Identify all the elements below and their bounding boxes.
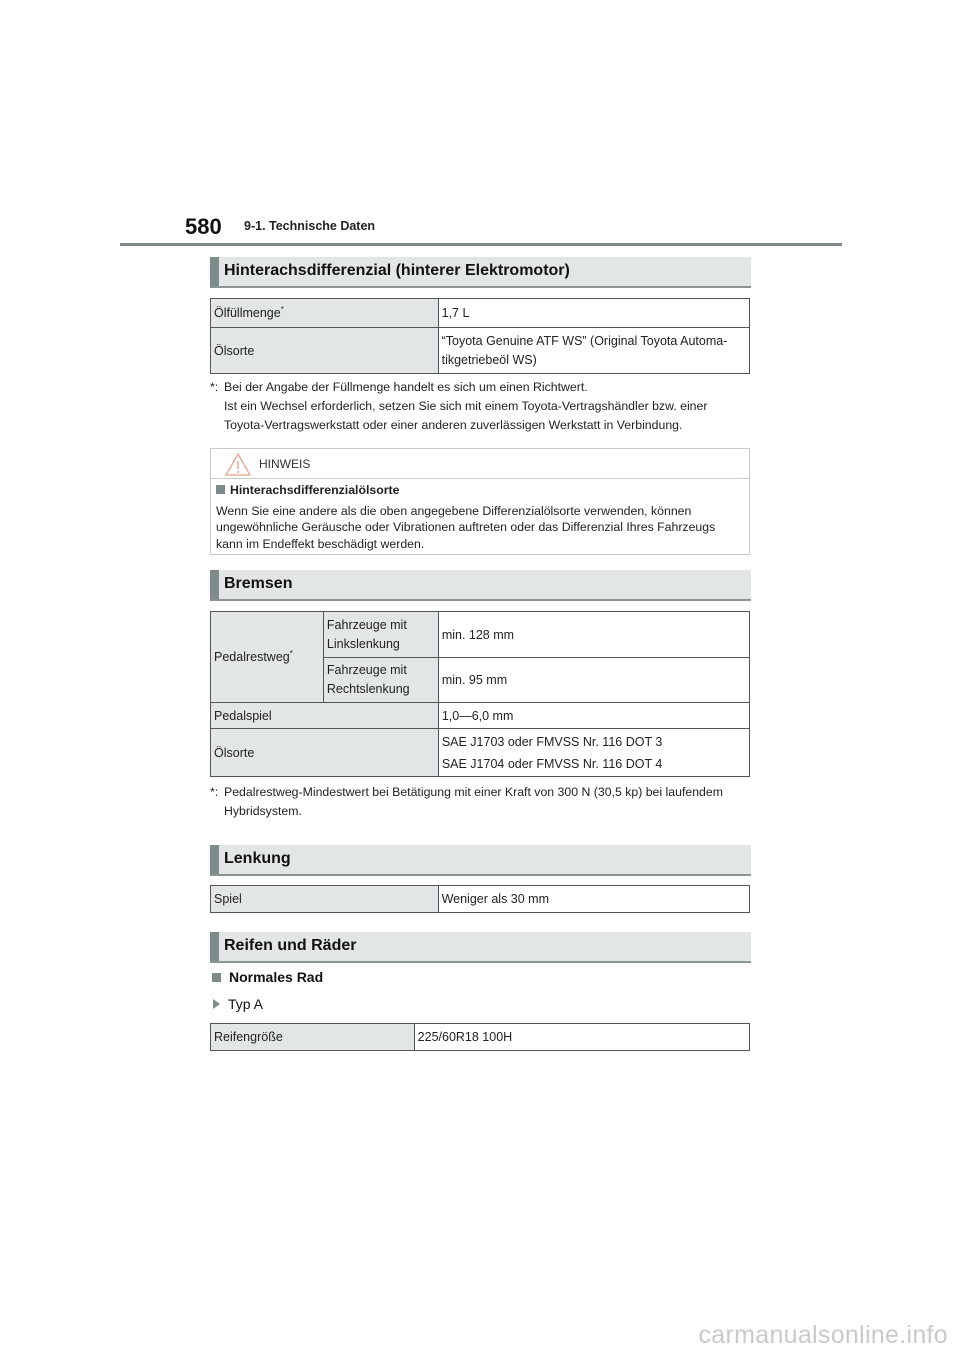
- pedal-play-label: Pedalspiel: [211, 703, 439, 729]
- table-row: [211, 1024, 750, 1051]
- tires-table: [210, 1023, 750, 1051]
- table-row: [211, 886, 750, 913]
- watermark: carmanualsonline.info: [698, 1321, 948, 1349]
- notice-header: [211, 449, 749, 479]
- steering-heading: [210, 845, 751, 876]
- tires-heading: [210, 932, 751, 963]
- table-row: [211, 703, 750, 729]
- rear-diff-table: [210, 298, 750, 374]
- page-number: 580: [185, 214, 222, 239]
- steering-play-label: Spiel: [211, 886, 439, 913]
- section-title: 9-1. Technische Daten: [244, 219, 376, 233]
- triangle-bullet-icon: [213, 999, 220, 1009]
- normal-wheel-heading: Normales Rad: [212, 969, 323, 985]
- tires-heading-text: Reifen und Räder: [224, 937, 357, 954]
- oil-type-label: Ölsorte: [211, 328, 439, 374]
- brakes-heading-text: Bremsen: [224, 575, 293, 592]
- brake-oil-label: Ölsorte: [211, 729, 439, 777]
- oil-capacity-value: 1,7 L: [438, 299, 749, 328]
- oil-type-value: “Toyota Genuine ATF WS” (Original Toyota Automa- tikgetriebeöl WS): [438, 328, 749, 374]
- brakes-footnote: *: Pedalrestweg-Mindestwert bei Betätigung mit einer Kraft von 300 N (30,5 kp) bei laufendem Hybridsystem.: [210, 785, 723, 818]
- pedal-reserve-label: Pedalrestweg*: [211, 612, 324, 703]
- steering-heading-text: Lenkung: [224, 850, 291, 867]
- rhd-label: Fahrzeuge mit Rechtslenkung: [323, 658, 438, 703]
- square-bullet-icon: [216, 485, 225, 494]
- rear-diff-heading: [210, 257, 751, 288]
- table-row: [211, 729, 750, 777]
- lhd-value: min. 128 mm: [438, 612, 749, 658]
- notice-subtitle: Hinterachsdifferenzialölsorte: [230, 483, 400, 497]
- brakes-heading: [210, 570, 751, 601]
- table-row: [211, 299, 750, 328]
- notice-body: Hinterachsdifferenzialölsorte Wenn Sie eine andere als die oben angegebene Differenzialölsorte verwenden, können ungewöhnliche Geräusche oder Vibrationen auftreten oder das Differenzial Ihres Fahrzeugs kann im Endeffekt beschädigt werden.: [216, 483, 716, 551]
- oil-capacity-label: Ölfüllmenge*: [211, 299, 439, 328]
- steering-table: [210, 885, 750, 913]
- rear-diff-footnote: *: Bei der Angabe der Füllmenge handelt es sich um einen Richtwert. Ist ein Wechsel erforderlich, setzen Sie sich mit einem Toyota-Vertragshändler bzw. einer Toyota-Vertragswerkstatt oder einer anderen zuverlässigen Werkstatt in Verbindung.: [210, 380, 708, 432]
- brakes-table: [210, 611, 750, 777]
- tire-size-value: 225/60R18 100H: [414, 1024, 749, 1051]
- type-a-heading: Typ A: [213, 996, 263, 1012]
- table-row: [211, 612, 750, 658]
- rhd-value: min. 95 mm: [438, 658, 749, 703]
- notice-box: [210, 448, 750, 555]
- steering-play-value: Weniger als 30 mm: [438, 886, 749, 913]
- notice-title: HINWEIS: [259, 457, 311, 471]
- rear-diff-heading-text: Hinterachsdifferenzial (hinterer Elektromotor): [224, 262, 570, 279]
- pedal-play-value: 1,0—6,0 mm: [438, 703, 749, 729]
- warning-icon: [225, 453, 251, 476]
- table-row: [211, 328, 750, 374]
- tire-size-label: Reifengröße: [211, 1024, 415, 1051]
- brake-oil-value: SAE J1703 oder FMVSS Nr. 116 DOT 3 SAE J1704 oder FMVSS Nr. 116 DOT 4: [438, 729, 749, 777]
- header-rule: [120, 243, 842, 246]
- square-bullet-icon: [212, 973, 221, 982]
- lhd-label: Fahrzeuge mit Linkslenkung: [323, 612, 438, 658]
